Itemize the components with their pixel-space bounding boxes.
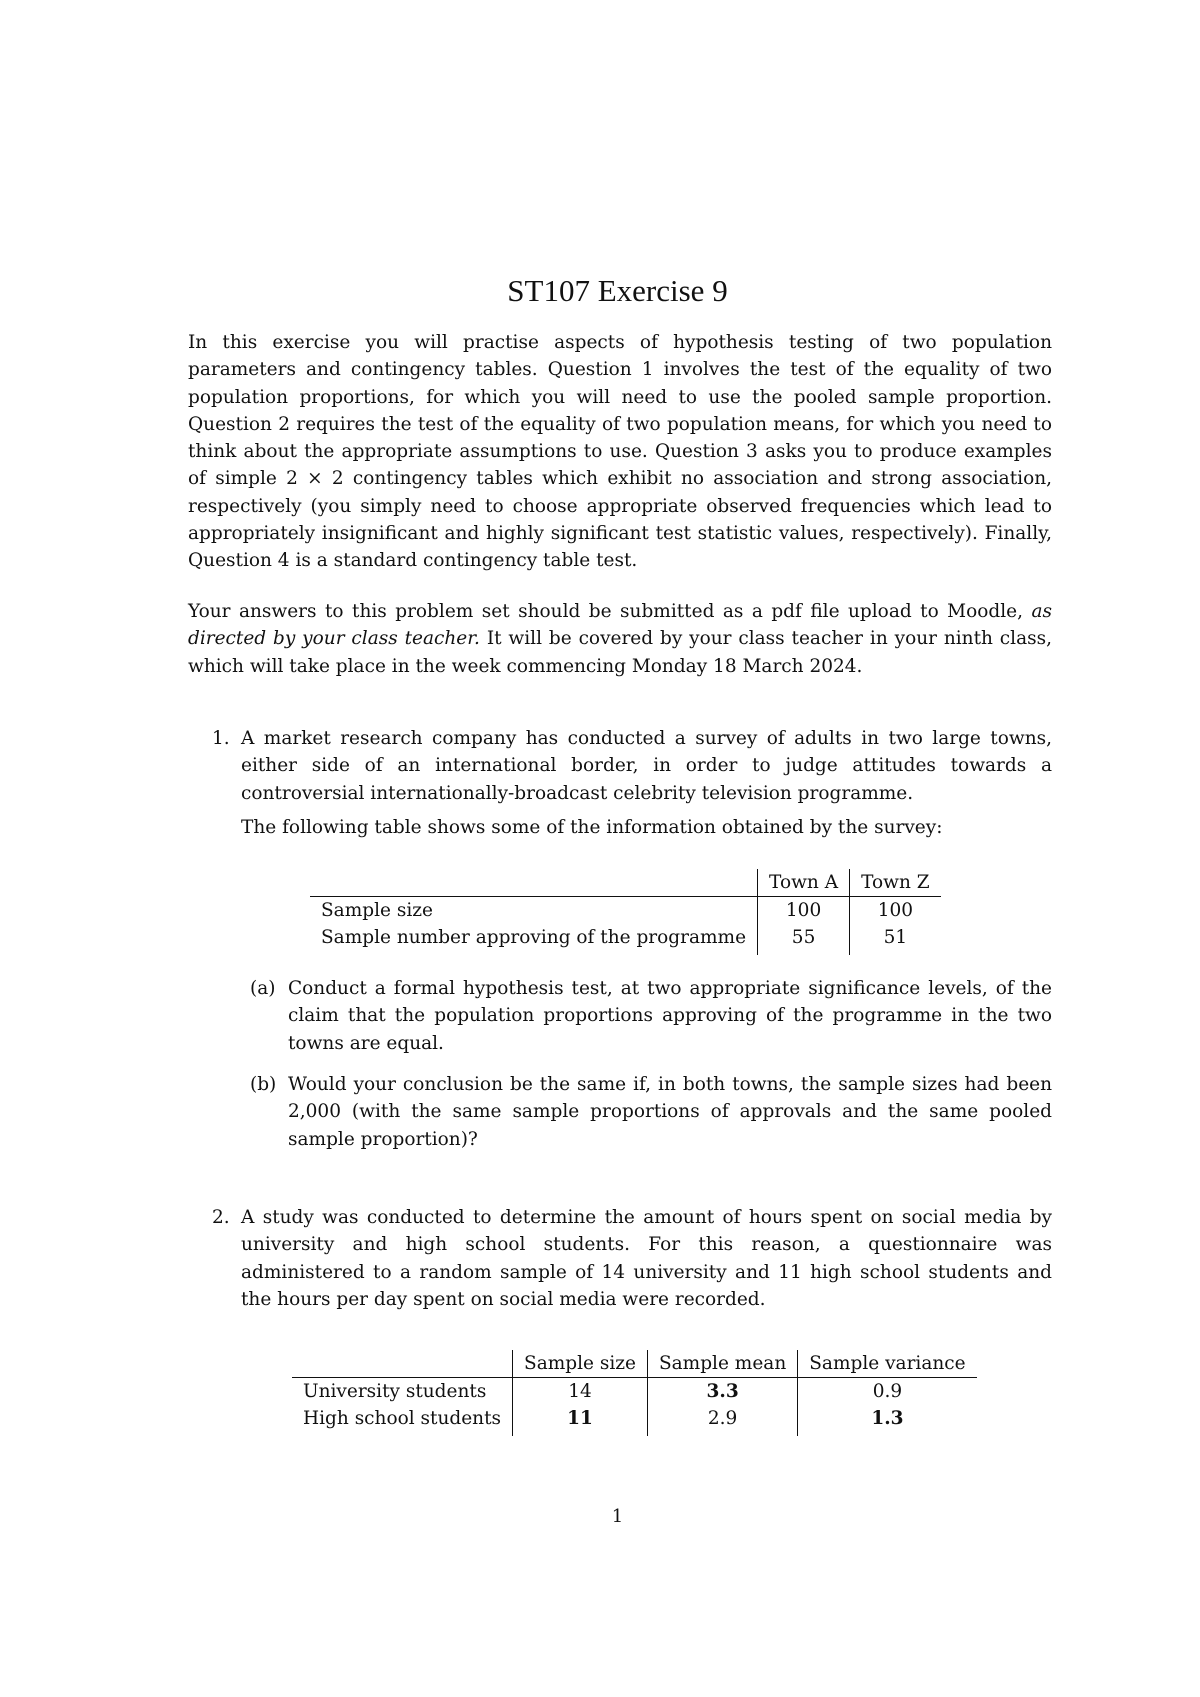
table-header-cell: Sample variance (798, 1350, 977, 1378)
table-header-cell (292, 1350, 513, 1378)
table-cell: 100 (850, 897, 941, 925)
part-a-text: Conduct a formal hypothesis test, at two appropriate significance levels, of the claim that the population proportions approving of the programme in the two towns are equal. (288, 978, 1052, 1054)
table-row (292, 1405, 977, 1436)
submission-text-before: Your answers to this problem set should be submitted as a pdf file upload to Moodle, (188, 601, 1023, 622)
table-header-cell: Sample mean (647, 1350, 797, 1378)
submission-text (188, 598, 1052, 680)
question-1-part-b (250, 1071, 1052, 1153)
table-cell: 100 (758, 897, 850, 925)
question-1-part-a (250, 975, 1052, 1057)
table-row-label: High school students (303, 1408, 502, 1429)
question-2-body (241, 1204, 1052, 1313)
table-row-label: Sample number approving of the programme (321, 927, 747, 948)
page-title: ST107 Exercise 9 (507, 272, 728, 308)
part-a-label: (a) (250, 978, 276, 999)
question-1-text: A market research company has conducted a survey of adults in two large towns, either side of an international border, in order to judge attitudes towards a controversial internationally-broadcast celebrity television programme. (241, 728, 1052, 804)
table-cell: 2.9 (647, 1405, 797, 1436)
table-cell: 3.3 (647, 1378, 797, 1406)
intro-text: In this exercise you will practise aspects of hypothesis testing of two population parameters and contingency tables. Question 1 involves the test of the equality of two population proportions, for which you will need to use the pooled sample proportion. Question 2 requires the test of the equality of two population means, for which you need to think about the appropriate assumptions to use. Question 3 asks you to produce examples of simple 2 × 2 contingency tables which exhibit no association and strong association, respectively (you simply need to choose appropriate observed frequencies which lead to appropriately insignificant and highly significant test statistic values, respectively). Finally, Question 4 is a standard contingency table test. (188, 332, 1052, 572)
survey-table (310, 869, 941, 955)
question-2 (212, 1204, 1052, 1313)
part-b-text: Would your conclusion be the same if, in both towns, the sample sizes had been 2,000 (with the same sample proportions of approvals and the same pooled sample proportion)? (288, 1074, 1052, 1150)
question-1 (212, 725, 1052, 841)
table-header-cell: Sample size (513, 1350, 648, 1378)
submission-emphasis: as directed by your class teacher. (188, 601, 1052, 650)
table-cell: 55 (758, 924, 850, 955)
part-b-label: (b) (250, 1074, 277, 1095)
table-header-row (292, 1350, 977, 1378)
question-2-number: 2. (212, 1207, 230, 1228)
table-cell: 51 (850, 924, 941, 955)
table-row-label: University students (303, 1381, 487, 1402)
table-cell: 14 (513, 1378, 648, 1406)
question-2-text: A study was conducted to determine the amount of hours spent on social media by university and high school students. For this reason, a questionnaire was administered to a random sample of 14 university and 11 high school students and the hours per day spent on social media were recorded. (241, 1207, 1052, 1310)
question-1-body (241, 725, 1052, 841)
social-media-table (292, 1350, 977, 1436)
table-row (310, 924, 941, 955)
submission-paragraph (188, 598, 1052, 680)
intro-paragraph (188, 329, 1052, 575)
table-cell: 0.9 (798, 1378, 977, 1406)
table-row (310, 897, 941, 925)
table-header-row (310, 869, 941, 897)
table-cell: 11 (513, 1405, 648, 1436)
question-1-number: 1. (212, 728, 230, 749)
submission-text-after: It will be covered by your class teacher in your ninth class, which will take place in the week commencing Monday 18 March 2024. (188, 628, 1052, 677)
table-row-label: Sample size (321, 900, 433, 921)
table-header-cell (310, 869, 758, 897)
table-header-cell: Town A (758, 869, 850, 897)
table-header-cell: Town Z (850, 869, 941, 897)
question-1-table-intro: The following table shows some of the information obtained by the survey: (241, 816, 943, 838)
table-row (292, 1378, 977, 1406)
page-number: 1 (611, 1506, 624, 1527)
table-cell: 1.3 (798, 1405, 977, 1436)
